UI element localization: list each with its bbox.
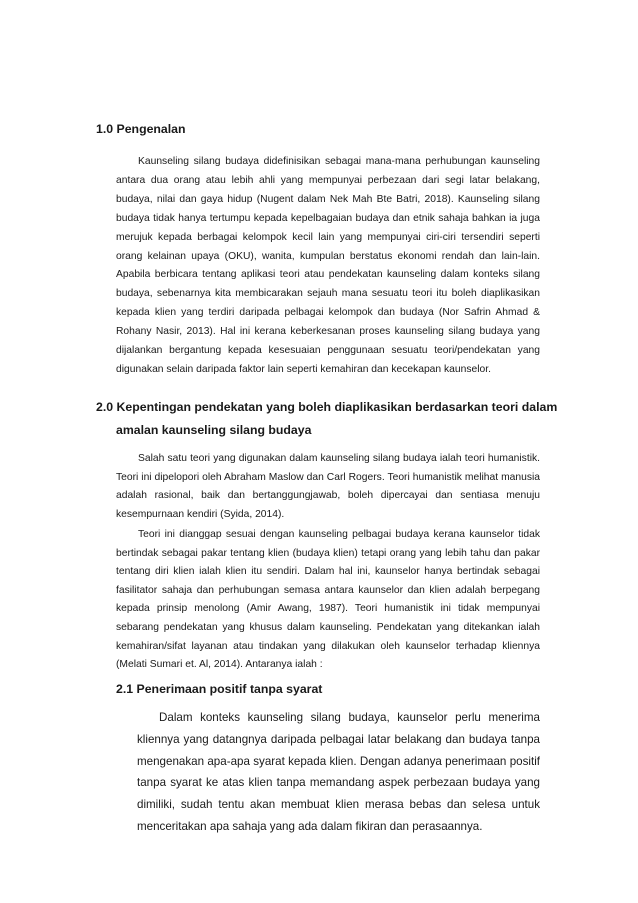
section-heading-2-1: 2.1 Penerimaan positif tanpa syarat xyxy=(116,682,323,696)
paragraph-teori-humanistik: Salah satu teori yang digunakan dalam kaunseling silang budaya ialah teori humanistik. Teori ini dipelopori oleh Abraham Maslow dan Carl Rogers. Teori humanistik melihat manusia adalah rasional, baik dan bertanggungjawab, boleh dipercayai dan sentiasa menuju kesempurnaan kendiri (Syida, 2014). xyxy=(116,453,540,520)
paragraph-pengenalan: Kaunseling silang budaya didefinisikan sebagai mana-mana perhubungan kaunseling antara dua orang atau lebih ahli yang mempunyai perbezaan dari segi latar belakang, budaya, nilai dan gaya hidup (Nugent dalam Nek Mah Bte Batri, 2018). Kaunseling silang budaya tidak hanya tertumpu kepada kepelbagaian budaya dan etnik sahaja bahkan ia juga merujuk kepada berbagai kelompok kecil lain yang mempunyai ciri-ciri tersendiri seperti orang kelainan upaya (OKU), wanita, kumpulan berstatus ekonomi rendah dan lain-lain. Apabila berbicara tentang aplikasi teori atau pendekatan kaunseling dalam konteks silang budaya, sebenarnya kita membicarakan sejauh mana sesuatu teori itu boleh diaplikasikan kepada klien yang terdiri daripada pelbagai kelompok dan budaya (Nor Safrin Ahmad & Rohany Nasir, 2013). Hal ini kerana keberkesanan proses kaunseling silang budaya yang dijalankan bergantung kepada kesesuaian penggunaan sesuatu teori/pendekatan yang digunakan selain daripada faktor lain seperti kemahiran dan kecekapan kaunselor. xyxy=(116,156,540,375)
paragraph-penerimaan-positif: Dalam konteks kaunseling silang budaya, kaunselor perlu menerima kliennya yang datangnya daripada pelbagai latar belakang dan budaya tanpa mengenakan apa-apa syarat kepada klien. Dengan adanya penerimaan positif tanpa syarat ke atas klien tanpa memandang aspek perbezaan budaya yang dimiliki, sudah tentu akan membuat klien merasa bebas dan selesa untuk menceritakan apa sahaja yang ada dalam fikiran dan perasaannya. xyxy=(137,711,540,833)
paragraph-teori-sesuai: Teori ini dianggap sesuai dengan kaunseling pelbagai budaya kerana kaunselor tidak bertindak sebagai pakar tentang klien (budaya klien) tetapi orang yang lebih tahu dan pakar tentang diri klien ialah klien itu sendiri. Dalam hal ini, kaunselor hanya bertindak sebagai fasilitator sahaja dan perhubungan semasa antara kaunselor dan klien adalah berpegang kepada prinsip menolong (Amir Awang, 1987). Teori humanistik ini tidak mempunyai sebarang pendekatan yang khusus dalam kaunseling. Pendekatan yang ditekankan ialah kemahiran/sifat layanan atau tindakan yang dilakukan oleh kaunselor terhadap kliennya (Melati Sumari et. Al, 2014). Antaranya ialah : xyxy=(116,529,540,671)
section-heading-2-0-line1: 2.0 Kepentingan pendekatan yang boleh diaplikasikan berdasarkan teori dalam xyxy=(96,400,558,414)
section-heading-2-0-line2: amalan kaunseling silang budaya xyxy=(116,423,312,437)
section-heading-1-0: 1.0 Pengenalan xyxy=(96,122,186,136)
